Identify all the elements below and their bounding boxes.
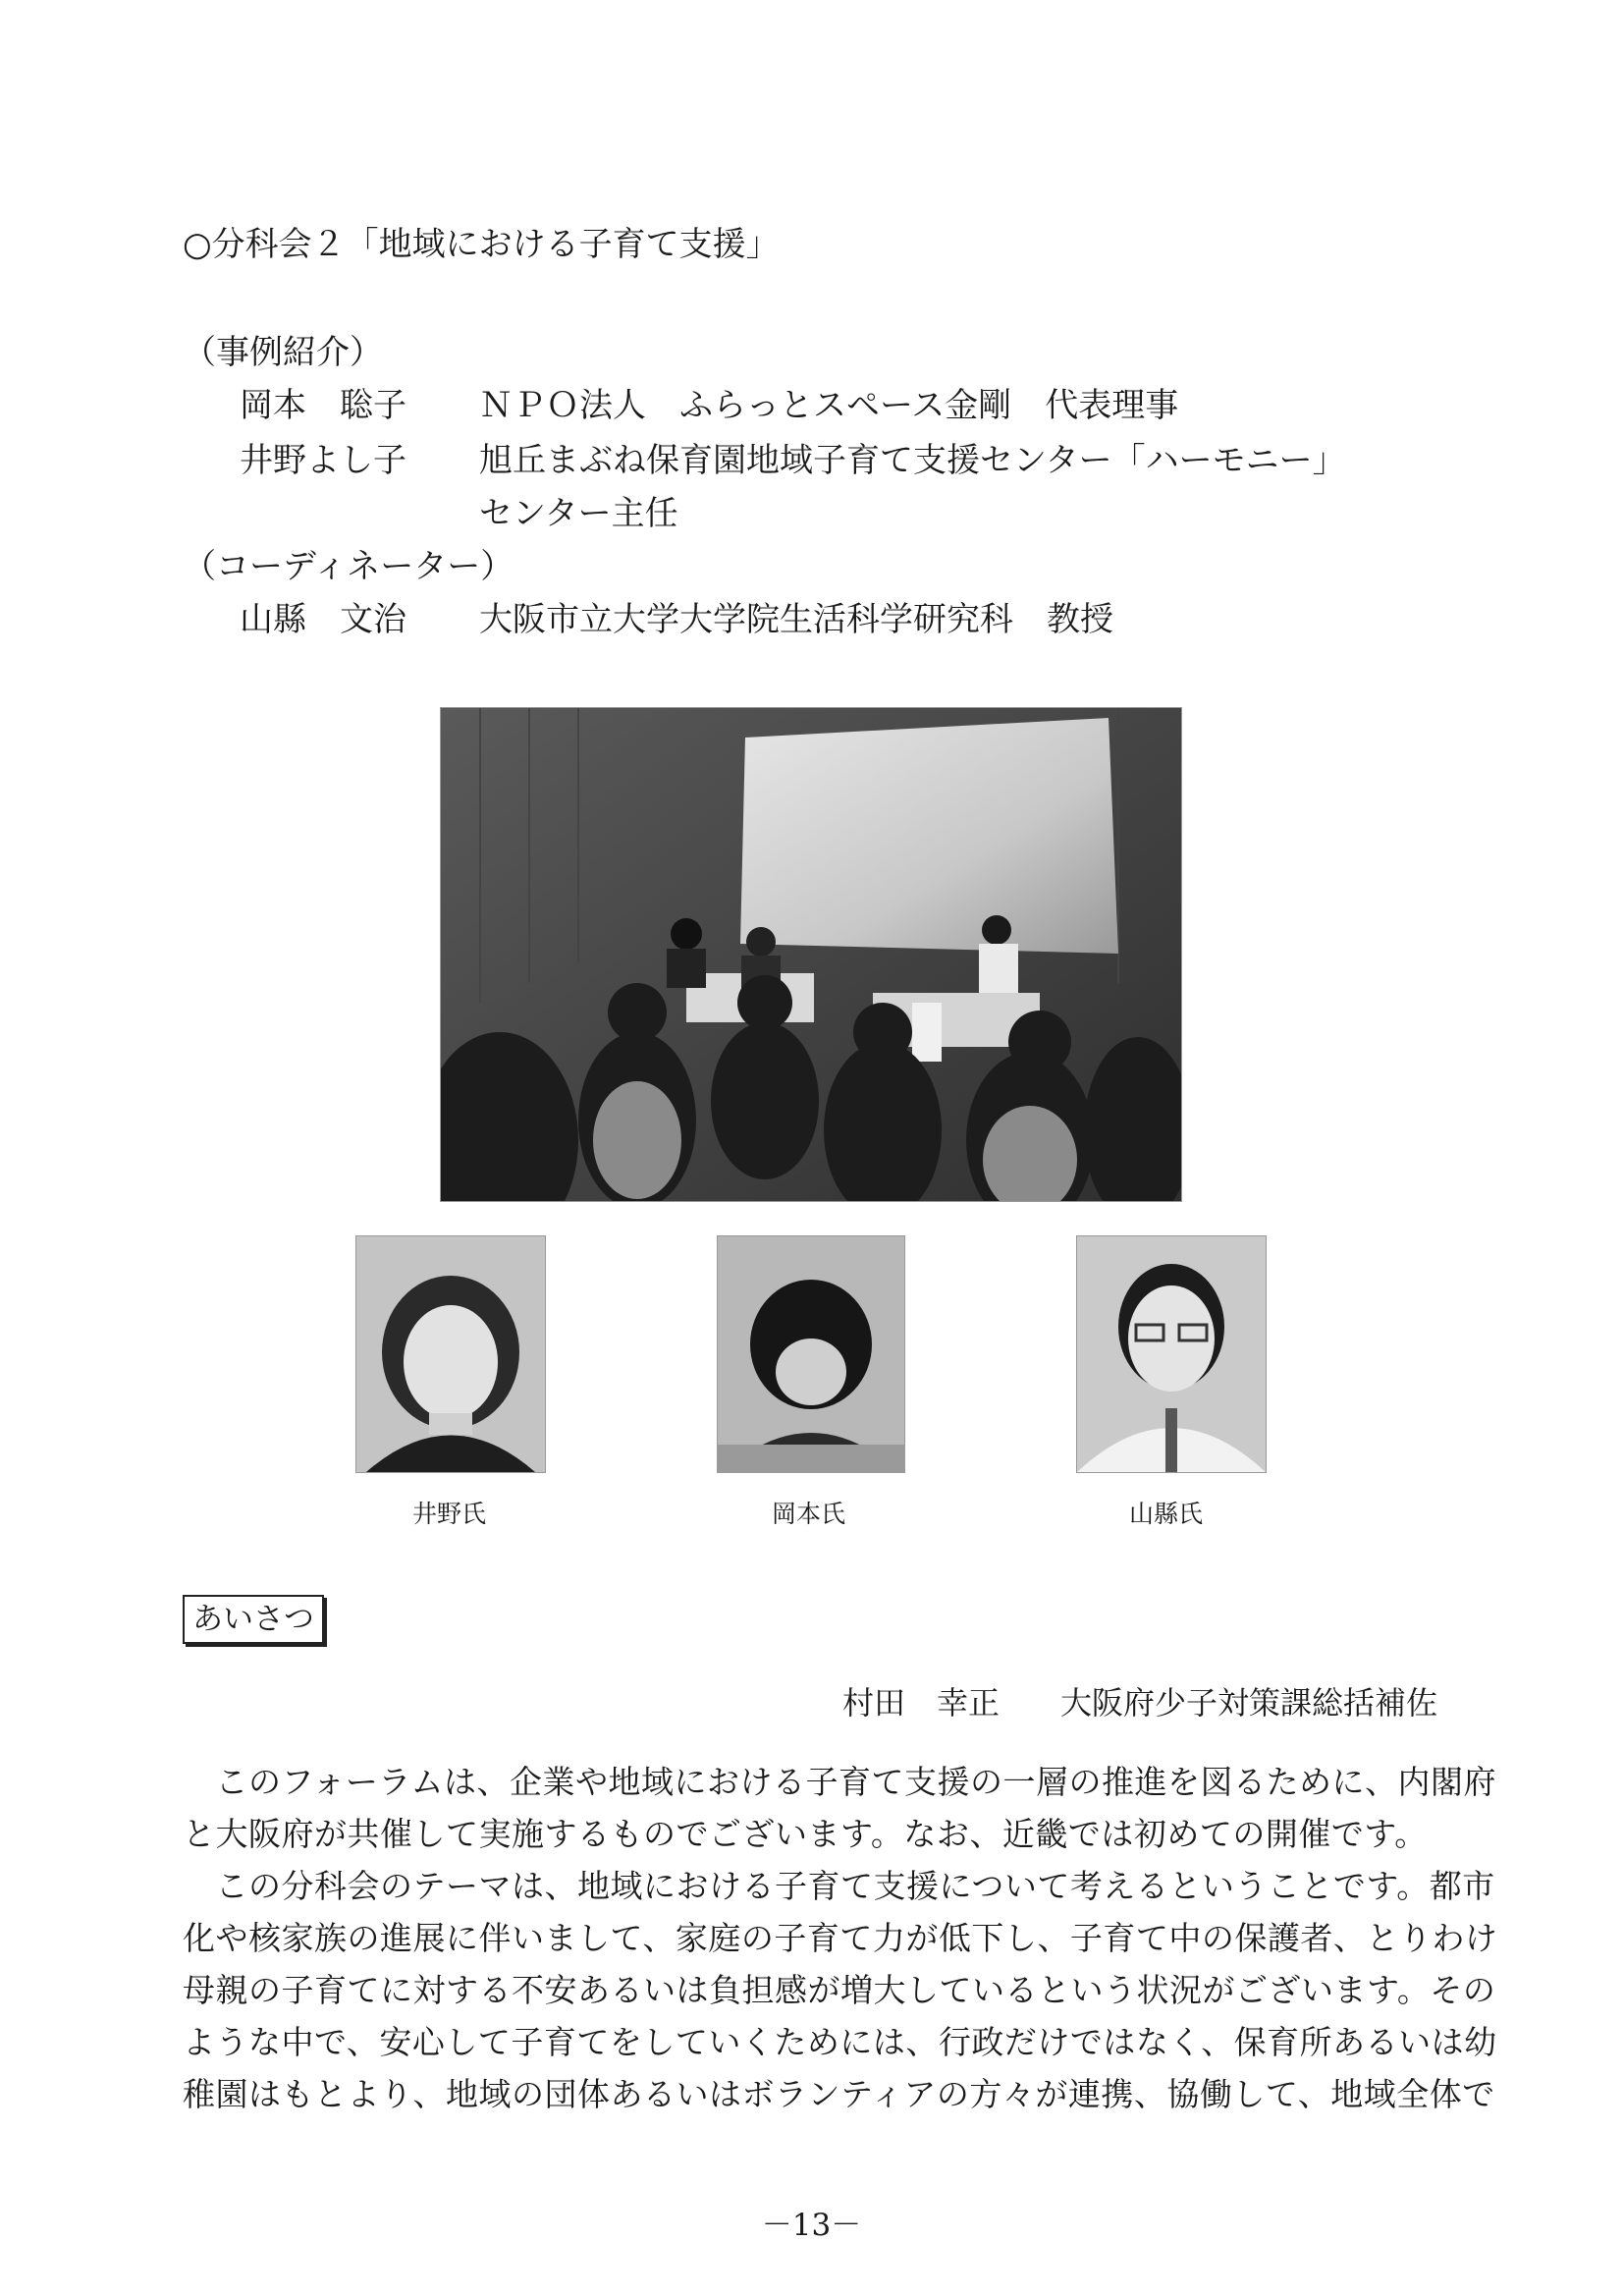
coordinator-label: （コーディネーター）: [183, 547, 514, 586]
presenter-affiliation: 旭丘まぶね保育園地域子育て支援センター「ハーモニー」: [479, 441, 1346, 480]
greeting-line: 化や核家族の進展に伴いまして、家庭の子育て力が低下し、子育て中の保護者、とりわけ: [183, 1919, 1498, 1957]
greeting-line: ような中で、安心して子育てをしていくためには、行政だけではなく、保育所あるいは幼: [183, 2023, 1497, 2061]
greeting-speaker-name: 村田 幸正: [842, 1684, 1001, 1722]
caption-okamoto: 岡本氏: [772, 1500, 846, 1528]
portrait-okamoto-graphic: [718, 1236, 904, 1472]
section-title: ○分科会２「地域における子育て支援」: [183, 225, 780, 264]
greeting-line: と大阪府が共催して実施するものでございます。なお、近畿では初めての開催です。: [183, 1815, 1428, 1853]
greeting-line: この分科会のテーマは、地域における子育て支援について考えるということです。都市: [183, 1867, 1495, 1905]
presenter-name: 井野よし子: [240, 441, 406, 480]
greeting-speaker-title: 大阪府少子対策課総括補佐: [1060, 1684, 1438, 1722]
presenter-affiliation: ＮＰＯ法人 ふらっとスペース金剛 代表理事: [479, 386, 1179, 425]
greeting-line: このフォーラムは、企業や地域における子育て支援の一層の推進を図るために、内閣府: [183, 1763, 1497, 1801]
portrait-yamagata: [1076, 1235, 1267, 1473]
portrait-ino: [355, 1235, 546, 1473]
session-photo-graphic: [441, 708, 1181, 1201]
coordinator-name: 山縣 文治: [240, 600, 406, 639]
portrait-yamagata-graphic: [1077, 1236, 1266, 1472]
caption-ino: 井野氏: [412, 1500, 487, 1528]
case-intro-label: （事例紹介）: [183, 333, 383, 372]
caption-yamagata: 山縣氏: [1129, 1500, 1204, 1528]
presenter-affiliation-continued: センター主任: [479, 494, 678, 533]
greeting-heading: あいさつ: [183, 1595, 324, 1644]
portrait-ino-graphic: [356, 1236, 545, 1472]
greeting-line: 稚園はもとより、地域の団体あるいはボランティアの方々が連携、協働して、地域全体で: [183, 2075, 1495, 2113]
coordinator-affiliation: 大阪市立大学大学院生活科学研究科 教授: [479, 600, 1113, 639]
page-number: －13－: [761, 2208, 862, 2243]
presenter-name: 岡本 聡子: [240, 386, 406, 425]
greeting-line: 母親の子育てに対する不安あるいは負担感が増大しているという状況がございます。その: [183, 1971, 1496, 2009]
portrait-okamoto: [717, 1235, 905, 1473]
session-photo: [440, 707, 1182, 1202]
